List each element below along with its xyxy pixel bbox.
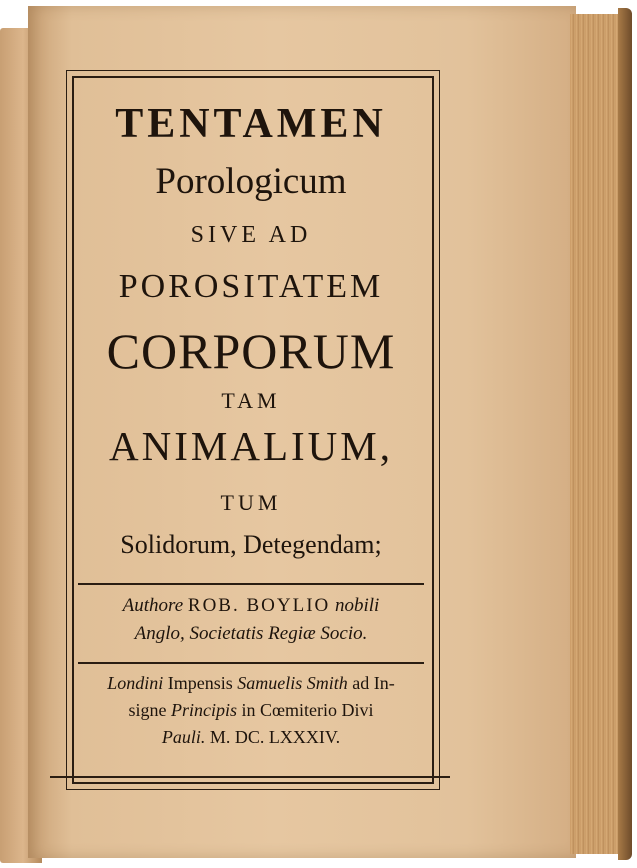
imprint-block	[78, 670, 424, 751]
imprint-londini: Londini	[107, 673, 164, 693]
imprint-line-2	[78, 697, 424, 724]
imprint-publisher: Samuelis Smith	[237, 673, 348, 693]
author-suffix: nobili	[330, 595, 380, 616]
imprint-line-3	[78, 724, 424, 751]
author-block	[78, 592, 424, 648]
title-sive-ad: SIVE AD	[190, 222, 312, 248]
divider-rule-bottom	[78, 662, 424, 664]
title-corporum: CORPORUM	[106, 323, 396, 379]
author-line-2: Anglo, Societatis Regiæ Socio.	[134, 623, 368, 644]
book-cover-edge	[618, 8, 632, 860]
divider-rule-top	[78, 583, 424, 585]
imprint-principis: Principis	[171, 700, 237, 720]
imprint-ad-in: ad In-	[347, 673, 395, 693]
title-animalium: ANIMALIUM,	[109, 423, 393, 469]
imprint-date: M. DC. LXXXIV.	[205, 727, 341, 747]
title-tentamen: TENTAMEN	[115, 101, 387, 147]
title-tam: TAM	[221, 388, 281, 413]
imprint-signe: signe	[128, 700, 171, 720]
imprint-impensis: Impensis	[163, 673, 238, 693]
title-porositatem: POROSITATEM	[118, 268, 384, 305]
author-name: ROB. BOYLIO	[187, 595, 331, 616]
title-tum: TUM	[220, 490, 282, 515]
frame-bottom-rule	[50, 776, 450, 778]
imprint-coemiterio: in Cœmiterio Divi	[237, 700, 374, 720]
author-line-1	[78, 592, 424, 620]
title-solidorum: Solidorum, Detegendam;	[120, 530, 382, 559]
author-prefix: Authore	[122, 595, 188, 616]
imprint-pauli: Pauli.	[161, 727, 206, 747]
imprint-line-1	[78, 670, 424, 697]
title-porologicum: Porologicum	[155, 161, 347, 202]
